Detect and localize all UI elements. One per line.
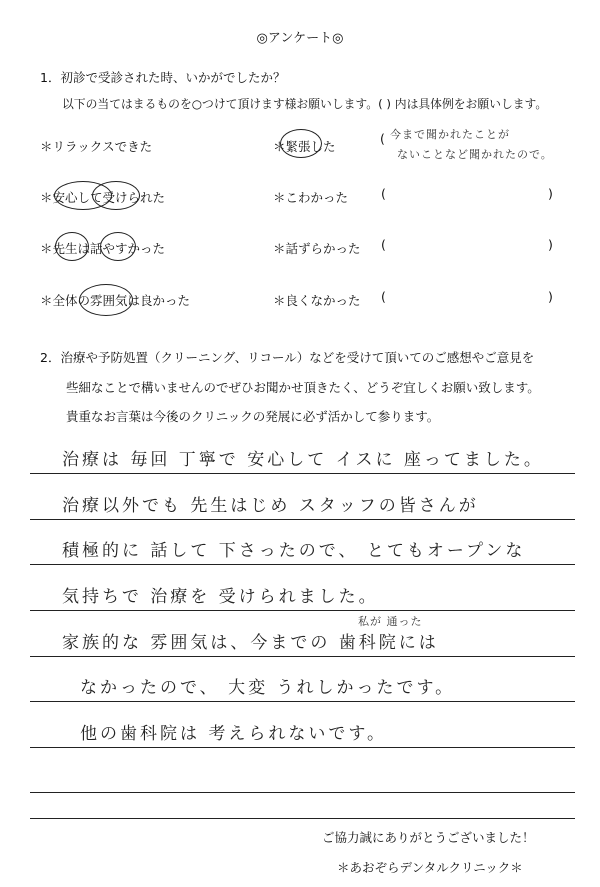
- handwritten-answer-line-4: 気持ちで 治療を 受けられました。: [62, 587, 379, 607]
- option-scared: ＊こわかった: [273, 190, 349, 205]
- paren-open-1: (: [380, 131, 385, 146]
- option-felt-safe: ＊安心して受けられた: [40, 190, 166, 205]
- page-title: ◎アンケート◎: [256, 31, 344, 46]
- question-2-line-2: 些細なことで構いませんのでぜひお聞かせ頂きたく、どうぞ宜しくお願い致します。: [66, 380, 540, 395]
- circle-mark-ukerareta: [92, 181, 140, 210]
- handwritten-answer-line-6: なかったので、 大変 うれしかったです。: [80, 678, 456, 698]
- handwritten-answer-line-1: 治療は 毎回 丁寧で 安心して イスに 座ってました。: [62, 450, 544, 470]
- circle-mark-hanashi: [100, 232, 136, 261]
- answer-rule-5: [30, 656, 575, 657]
- answer-rule-7: [30, 747, 575, 748]
- clinic-name: ＊あおぞらデンタルクリニック＊: [337, 860, 523, 875]
- circle-mark-fun-iki: [79, 284, 133, 316]
- handwritten-note-line-2: ないことなど聞かれたので。: [397, 148, 553, 161]
- question-2-line-3: 貴重なお言葉は今後のクリニックの発展に必ず活かして参ります。: [66, 409, 440, 424]
- option-not-good: ＊良くなかった: [273, 293, 361, 308]
- paren-open-2: (: [381, 186, 386, 201]
- circle-mark-kinchou: [280, 129, 322, 158]
- circle-mark-sensei: [55, 232, 89, 261]
- paren-open-3: (: [381, 237, 386, 252]
- answer-rule-8: [30, 792, 575, 793]
- option-good-atmosphere: ＊全体の雰囲気は良かった: [40, 293, 191, 308]
- answer-rule-4: [30, 610, 575, 611]
- paren-open-4: (: [381, 289, 386, 304]
- question-1-heading: 1．初診で受診された時、いかがでしたか？: [40, 70, 286, 85]
- paren-close-3: ): [548, 237, 553, 252]
- option-nervous: ＊緊張した: [273, 139, 336, 154]
- handwritten-answer-line-3: 積極的に 話して 下さったので、 とてもオープンな: [62, 541, 526, 561]
- handwritten-answer-line-2: 治療以外でも 先生はじめ スタッフの皆さんが: [62, 496, 479, 516]
- paren-close-2: ): [548, 186, 553, 201]
- answer-rule-3: [30, 564, 575, 565]
- question-1-instruction: 以下の当てはまるものを○つけて頂けます様お願いします。( ) 内は具体例をお願いします。: [62, 97, 548, 111]
- answer-rule-1: [30, 473, 575, 474]
- handwritten-note-line-1: 今まで聞かれたことが: [390, 128, 510, 141]
- option-hard-to-talk: ＊話ずらかった: [273, 241, 361, 256]
- handwritten-answer-line-5: 家族的な 雰囲気は、今までの 歯科院には: [62, 633, 439, 653]
- handwritten-answer-line-7: 他の歯科院は 考えられないです。: [80, 724, 388, 744]
- paren-close-4: ): [548, 289, 553, 304]
- handwritten-insert-note: 私が 通った: [358, 615, 423, 628]
- option-easy-to-talk: ＊先生は話やすかった: [40, 241, 166, 256]
- thanks-message: ご協力誠にありがとうございました！: [322, 830, 535, 845]
- answer-rule-2: [30, 519, 575, 520]
- question-2-heading: 2．治療や予防処置（クリーニング、リコール）などを受けて頂いてのご感想やご意見を: [40, 350, 535, 365]
- option-relaxed: ＊リラックスできた: [40, 139, 153, 154]
- answer-rule-6: [30, 701, 575, 702]
- answer-rule-9: [30, 818, 575, 819]
